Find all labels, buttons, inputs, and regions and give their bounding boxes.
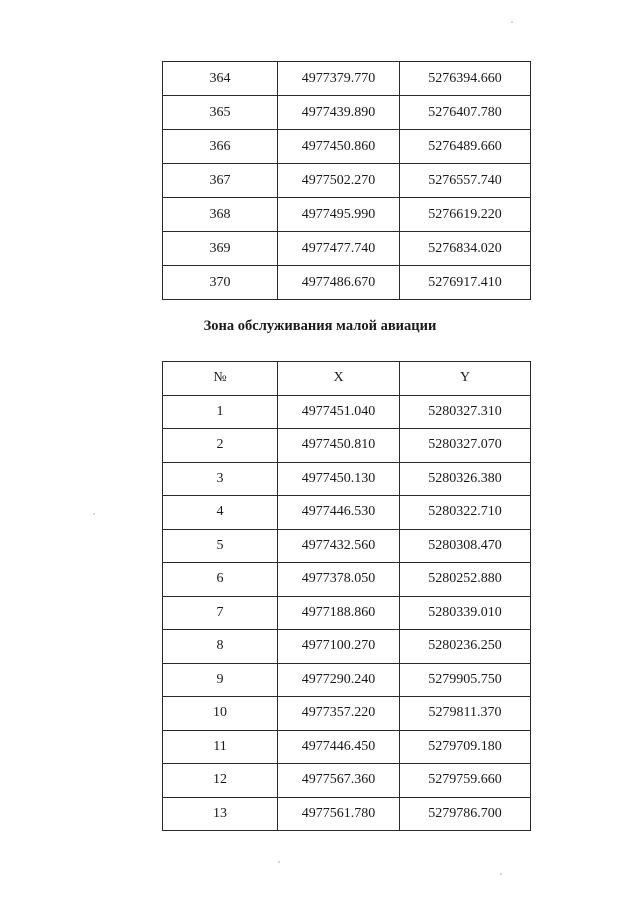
table-row: [163, 96, 531, 130]
x-coordinate-cell: 4977567.360: [278, 764, 400, 798]
x-coordinate-cell: 4977446.530: [278, 496, 400, 530]
point-number-cell: 2: [163, 429, 278, 463]
point-number-cell: 9: [163, 663, 278, 697]
table-row: [163, 198, 531, 232]
x-coordinate-cell: 4977378.050: [278, 563, 400, 597]
table-row: [163, 630, 531, 664]
x-coordinate-cell: 4977446.450: [278, 730, 400, 764]
point-number-cell: 12: [163, 764, 278, 798]
point-number-cell: 366: [163, 130, 278, 164]
x-coordinate-cell: 4977357.220: [278, 697, 400, 731]
scan-speck: [500, 873, 502, 875]
x-coordinate-cell: 4977450.130: [278, 462, 400, 496]
y-coordinate-cell: 5279811.370: [400, 697, 531, 731]
scan-speck: [511, 21, 513, 23]
point-number-cell: 10: [163, 697, 278, 731]
y-coordinate-cell: 5276834.020: [400, 232, 531, 266]
x-coordinate-cell: 4977432.560: [278, 529, 400, 563]
point-number-cell: 368: [163, 198, 278, 232]
y-coordinate-cell: 5280322.710: [400, 496, 531, 530]
table-row: [163, 529, 531, 563]
table-row: [163, 663, 531, 697]
table-row: [163, 429, 531, 463]
point-number-cell: 1: [163, 395, 278, 429]
x-coordinate-cell: 4977495.990: [278, 198, 400, 232]
y-coordinate-cell: 5276407.780: [400, 96, 531, 130]
point-number-cell: 8: [163, 630, 278, 664]
point-number-cell: 3: [163, 462, 278, 496]
point-number-cell: 365: [163, 96, 278, 130]
y-coordinate-cell: 5280308.470: [400, 529, 531, 563]
x-coordinate-cell: 4977439.890: [278, 96, 400, 130]
table-row: [163, 130, 531, 164]
table-row: [163, 496, 531, 530]
y-coordinate-cell: 5279786.700: [400, 797, 531, 831]
table-row: [163, 730, 531, 764]
scan-speck: [278, 861, 280, 863]
table-row: [163, 266, 531, 300]
point-number-cell: 367: [163, 164, 278, 198]
table-row: [163, 697, 531, 731]
x-coordinate-cell: 4977502.270: [278, 164, 400, 198]
point-number-cell: 4: [163, 496, 278, 530]
table-row: [163, 232, 531, 266]
y-coordinate-cell: 5276394.660: [400, 62, 531, 96]
header-number: №: [163, 362, 278, 396]
y-coordinate-cell: 5279905.750: [400, 663, 531, 697]
x-coordinate-cell: 4977486.670: [278, 266, 400, 300]
x-coordinate-cell: 4977450.860: [278, 130, 400, 164]
x-coordinate-cell: 4977188.860: [278, 596, 400, 630]
point-number-cell: 6: [163, 563, 278, 597]
header-y: Y: [400, 362, 531, 396]
zone-coordinates-table: [162, 361, 531, 831]
x-coordinate-cell: 4977379.770: [278, 62, 400, 96]
x-coordinate-cell: 4977100.270: [278, 630, 400, 664]
y-coordinate-cell: 5280327.310: [400, 395, 531, 429]
x-coordinate-cell: 4977561.780: [278, 797, 400, 831]
y-coordinate-cell: 5279759.660: [400, 764, 531, 798]
table-row: [163, 164, 531, 198]
y-coordinate-cell: 5280327.070: [400, 429, 531, 463]
table-row: [163, 563, 531, 597]
point-number-cell: 11: [163, 730, 278, 764]
header-x: X: [278, 362, 400, 396]
table-row: [163, 797, 531, 831]
point-number-cell: 364: [163, 62, 278, 96]
point-number-cell: 7: [163, 596, 278, 630]
table-row: [163, 62, 531, 96]
scan-speck: [93, 513, 95, 515]
section-title: Зона обслуживания малой авиации: [203, 318, 437, 334]
y-coordinate-cell: 5276917.410: [400, 266, 531, 300]
table-row: [163, 596, 531, 630]
point-number-cell: 370: [163, 266, 278, 300]
zone-table-body: [163, 395, 531, 831]
coordinates-table-body: [163, 62, 531, 300]
table-header-row: [163, 362, 531, 396]
y-coordinate-cell: 5276489.660: [400, 130, 531, 164]
point-number-cell: 5: [163, 529, 278, 563]
x-coordinate-cell: 4977477.740: [278, 232, 400, 266]
x-coordinate-cell: 4977290.240: [278, 663, 400, 697]
table-row: [163, 764, 531, 798]
point-number-cell: 13: [163, 797, 278, 831]
y-coordinate-cell: 5276557.740: [400, 164, 531, 198]
y-coordinate-cell: 5276619.220: [400, 198, 531, 232]
y-coordinate-cell: 5280326.380: [400, 462, 531, 496]
x-coordinate-cell: 4977450.810: [278, 429, 400, 463]
y-coordinate-cell: 5280236.250: [400, 630, 531, 664]
x-coordinate-cell: 4977451.040: [278, 395, 400, 429]
table-row: [163, 395, 531, 429]
table-row: [163, 462, 531, 496]
y-coordinate-cell: 5279709.180: [400, 730, 531, 764]
y-coordinate-cell: 5280252.880: [400, 563, 531, 597]
y-coordinate-cell: 5280339.010: [400, 596, 531, 630]
coordinates-table-continued: [162, 61, 531, 300]
point-number-cell: 369: [163, 232, 278, 266]
